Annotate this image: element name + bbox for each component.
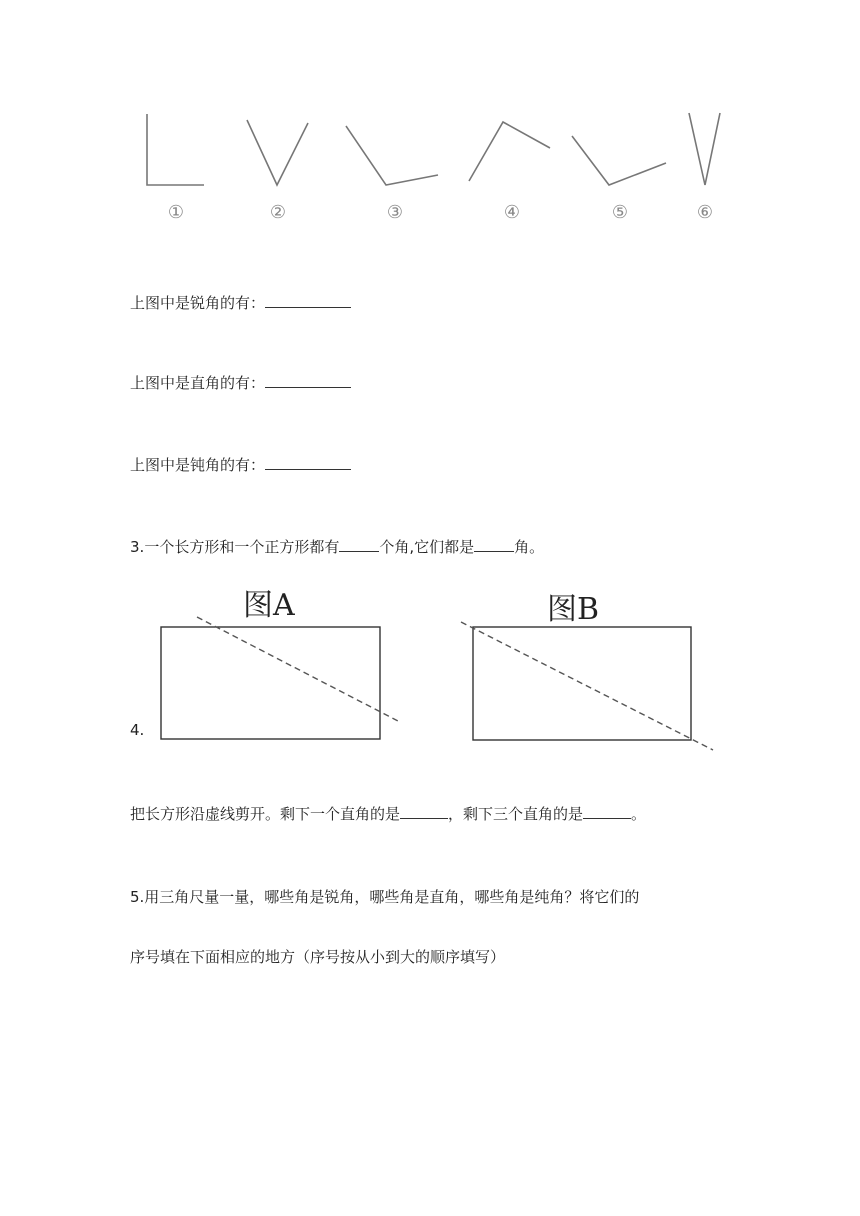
angle-label-1: ① <box>167 202 185 223</box>
q4-blank-1[interactable] <box>400 804 448 819</box>
right-prompt: 上图中是直角的有： <box>130 374 266 392</box>
angle-label-3: ③ <box>386 202 404 223</box>
q4-text-1: 把长方形沿虚线剪开。剩下一个直角的是 <box>130 805 401 823</box>
q4-blank-2[interactable] <box>583 804 631 819</box>
figure-a-cut-line <box>197 617 400 722</box>
figure-b-title: 图B <box>547 592 600 627</box>
q5-line-2: 序号填在下面相应的地方（序号按从小到大的顺序填写） <box>130 948 506 966</box>
figure-b-cut-line <box>461 622 713 750</box>
angle-label-2: ② <box>269 202 287 223</box>
figure-b <box>461 622 713 750</box>
q3-text-2: 个角,它们都是 <box>379 538 475 556</box>
question-4 <box>130 803 646 825</box>
obtuse-prompt: 上图中是钝角的有： <box>130 456 266 474</box>
q3-text-3: 角。 <box>514 538 545 556</box>
q3-text-1: 一个长方形和一个正方形都有 <box>144 538 340 556</box>
acute-prompt: 上图中是锐角的有： <box>130 294 266 312</box>
figure-a-title: 图A <box>243 588 295 623</box>
q4-text-3: 。 <box>631 805 647 823</box>
figure-a-rectangle <box>161 627 380 739</box>
q5-line-1: 5.用三角尺量一量，哪些角是锐角，哪些角是直角，哪些角是纯角？将它们的 <box>130 888 640 906</box>
angle-label-6: ⑥ <box>696 202 714 223</box>
q4-text-2: ，剩下三个直角的是 <box>448 805 584 823</box>
q3-number: 3. <box>130 538 145 556</box>
figure-a <box>161 617 400 739</box>
angle-label-4: ④ <box>503 202 521 223</box>
q4-number: 4. <box>130 721 145 739</box>
angle-label-5: ⑤ <box>611 202 629 223</box>
